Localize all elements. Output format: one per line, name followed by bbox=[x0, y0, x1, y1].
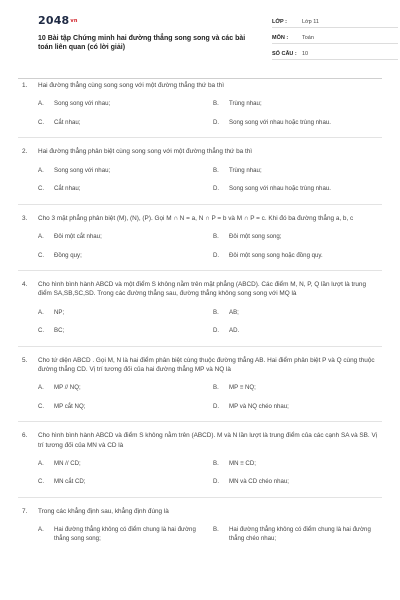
option-b[interactable] bbox=[213, 384, 382, 393]
option-c[interactable] bbox=[38, 252, 207, 261]
option-text: MP và NQ chéo nhau; bbox=[229, 402, 289, 410]
option-key: C. bbox=[38, 402, 45, 410]
meta-row-grade bbox=[272, 12, 398, 28]
question-1 bbox=[18, 81, 382, 137]
option-text: AD. bbox=[229, 327, 240, 335]
option-b[interactable] bbox=[213, 309, 382, 318]
option-c[interactable] bbox=[38, 119, 207, 128]
option-text: Song song với nhau; bbox=[54, 166, 111, 174]
option-d[interactable] bbox=[213, 185, 382, 194]
question-number: 3. bbox=[22, 214, 28, 222]
option-text: MP ≡ NQ; bbox=[229, 384, 256, 392]
option-key: A. bbox=[38, 384, 44, 392]
option-key: B. bbox=[213, 166, 219, 174]
question-2 bbox=[18, 137, 382, 203]
option-b[interactable] bbox=[213, 233, 382, 242]
page-header bbox=[18, 0, 382, 68]
question-7 bbox=[18, 497, 382, 553]
option-key: A. bbox=[38, 459, 44, 467]
option-text: Song song với nhau hoặc trùng nhau. bbox=[229, 118, 331, 126]
question-text: Cho tứ diện ABCD . Gọi M, N là hai điểm phân biệt cùng thuộc đường thẳng AB. Hai điểm phân biệt P và Q cùng thuộc đường thẳng CD. Vị trí tương đối của hai đường thẳng MP và NQ là bbox=[38, 356, 375, 373]
option-text: Cắt nhau; bbox=[54, 185, 81, 193]
question-text: Hai đường thẳng cùng song song với một đường thẳng thứ ba thì bbox=[38, 82, 224, 89]
option-a[interactable] bbox=[38, 100, 207, 109]
option-text: AB; bbox=[229, 308, 239, 316]
question-5 bbox=[18, 346, 382, 422]
meta-value: 10 bbox=[302, 51, 309, 57]
question-4 bbox=[18, 270, 382, 346]
meta-value: Toán bbox=[302, 35, 314, 41]
option-text: Cắt nhau; bbox=[54, 118, 81, 126]
option-text: Trùng nhau; bbox=[229, 166, 262, 174]
meta-row-subject bbox=[272, 28, 398, 44]
option-text: MN ≡ CD; bbox=[229, 459, 256, 467]
option-c[interactable] bbox=[38, 478, 207, 487]
option-a[interactable] bbox=[38, 167, 207, 176]
option-text: NP; bbox=[54, 308, 65, 316]
question-text: Cho hình bình hành ABCD và điểm S không nằm trên (ABCD). M và N lần lượt là trung điểm của các cạnh SA và SB. Vị trí tương đối của MN và CD là bbox=[38, 432, 378, 449]
meta-key: SỐ CÂU : bbox=[272, 51, 297, 57]
meta-row-count bbox=[272, 44, 398, 60]
option-b[interactable] bbox=[213, 526, 382, 543]
option-a[interactable] bbox=[38, 526, 207, 543]
option-key: C. bbox=[38, 118, 45, 126]
option-key: B. bbox=[213, 384, 219, 392]
option-key: B. bbox=[213, 459, 219, 467]
meta-key: MÔN : bbox=[272, 35, 289, 41]
option-key: C. bbox=[38, 327, 45, 335]
option-text: Đồng quy; bbox=[54, 251, 82, 259]
option-key: A. bbox=[38, 526, 44, 534]
option-key: A. bbox=[38, 232, 44, 240]
question-6 bbox=[18, 421, 382, 497]
option-text: Song song với nhau hoặc trùng nhau. bbox=[229, 185, 331, 193]
question-number: 4. bbox=[22, 281, 28, 289]
option-key: D. bbox=[213, 251, 220, 259]
option-text: Trùng nhau; bbox=[229, 100, 262, 108]
option-text: BC; bbox=[54, 327, 65, 335]
option-d[interactable] bbox=[213, 119, 382, 128]
option-text: Đôi một song song hoặc đồng quy. bbox=[229, 251, 323, 259]
option-key: D. bbox=[213, 185, 220, 193]
option-key: A. bbox=[38, 100, 44, 108]
option-key: B. bbox=[213, 308, 219, 316]
option-a[interactable] bbox=[38, 233, 207, 242]
site-logo[interactable] bbox=[38, 14, 78, 27]
option-text: MP cắt NQ; bbox=[54, 402, 86, 410]
option-a[interactable] bbox=[38, 384, 207, 393]
option-d[interactable] bbox=[213, 478, 382, 487]
option-text: Hai đường thẳng không có điểm chung là hai đường thẳng chéo nhau; bbox=[229, 526, 371, 542]
logo-suffix: vn bbox=[70, 18, 78, 24]
option-c[interactable] bbox=[38, 327, 207, 336]
option-key: D. bbox=[213, 402, 220, 410]
option-key: A. bbox=[38, 166, 44, 174]
option-text: Song song với nhau; bbox=[54, 100, 111, 108]
option-d[interactable] bbox=[213, 327, 382, 336]
question-number: 2. bbox=[22, 148, 28, 156]
question-number: 1. bbox=[22, 82, 28, 89]
question-text: Cho hình bình hành ABCD và một điểm S không nằm trên mặt phẳng (ABCD). Các điểm M, N, P, Q lần lượt là trung điểm SA,SB,SC,SD. Trong các đường thẳng sau, đường thẳng không song song với MQ là bbox=[38, 281, 367, 298]
question-text: Cho 3 mặt phẳng phân biệt (M), (N), (P). Gọi M ∩ N = a, N ∩ P = b và M ∩ P = c. Khi đó ba đường thẳng a, b, c bbox=[38, 214, 354, 222]
option-key: D. bbox=[213, 478, 220, 486]
option-d[interactable] bbox=[213, 252, 382, 261]
option-text: MN cắt CD; bbox=[54, 478, 86, 486]
question-number: 5. bbox=[22, 356, 28, 364]
option-key: D. bbox=[213, 118, 220, 126]
option-c[interactable] bbox=[38, 403, 207, 412]
page-title: 10 Bài tập Chứng minh hai đường thẳng song song và các bài toán liên quan (có lời giải) bbox=[38, 35, 246, 51]
option-key: A. bbox=[38, 308, 44, 316]
question-3 bbox=[18, 204, 382, 270]
question-number: 7. bbox=[22, 507, 28, 515]
option-d[interactable] bbox=[213, 403, 382, 412]
option-text: Đôi một song song; bbox=[229, 232, 282, 240]
option-text: MN // CD; bbox=[54, 459, 81, 467]
question-text: Trong các khẳng định sau, khẳng định đúng là bbox=[38, 507, 169, 515]
meta-value: Lớp 11 bbox=[302, 19, 319, 25]
option-key: B. bbox=[213, 526, 219, 534]
option-key: B. bbox=[213, 232, 219, 240]
meta-key: LỚP : bbox=[272, 19, 287, 25]
question-list bbox=[18, 81, 382, 553]
option-c[interactable] bbox=[38, 185, 207, 194]
option-key: C. bbox=[38, 478, 45, 486]
option-text: Đôi một cắt nhau; bbox=[54, 232, 102, 240]
header-divider bbox=[18, 78, 382, 79]
option-key: C. bbox=[38, 251, 45, 259]
option-b[interactable] bbox=[213, 460, 382, 469]
option-key: C. bbox=[38, 185, 45, 193]
option-text: MN và CD chéo nhau; bbox=[229, 478, 289, 486]
option-text: Hai đường thẳng không có điểm chung là hai đường thẳng song song; bbox=[54, 526, 196, 542]
question-number: 6. bbox=[22, 432, 28, 440]
option-b[interactable] bbox=[213, 100, 382, 109]
logo-text: 2048 bbox=[38, 14, 70, 27]
option-a[interactable] bbox=[38, 460, 207, 469]
option-key: B. bbox=[213, 100, 219, 108]
meta-table bbox=[272, 12, 398, 60]
option-b[interactable] bbox=[213, 167, 382, 176]
option-a[interactable] bbox=[38, 309, 207, 318]
option-key: D. bbox=[213, 327, 220, 335]
option-text: MP // NQ; bbox=[54, 384, 81, 392]
question-text: Hai đường thẳng phân biệt cùng song song với một đường thẳng thứ ba thì bbox=[38, 148, 253, 156]
